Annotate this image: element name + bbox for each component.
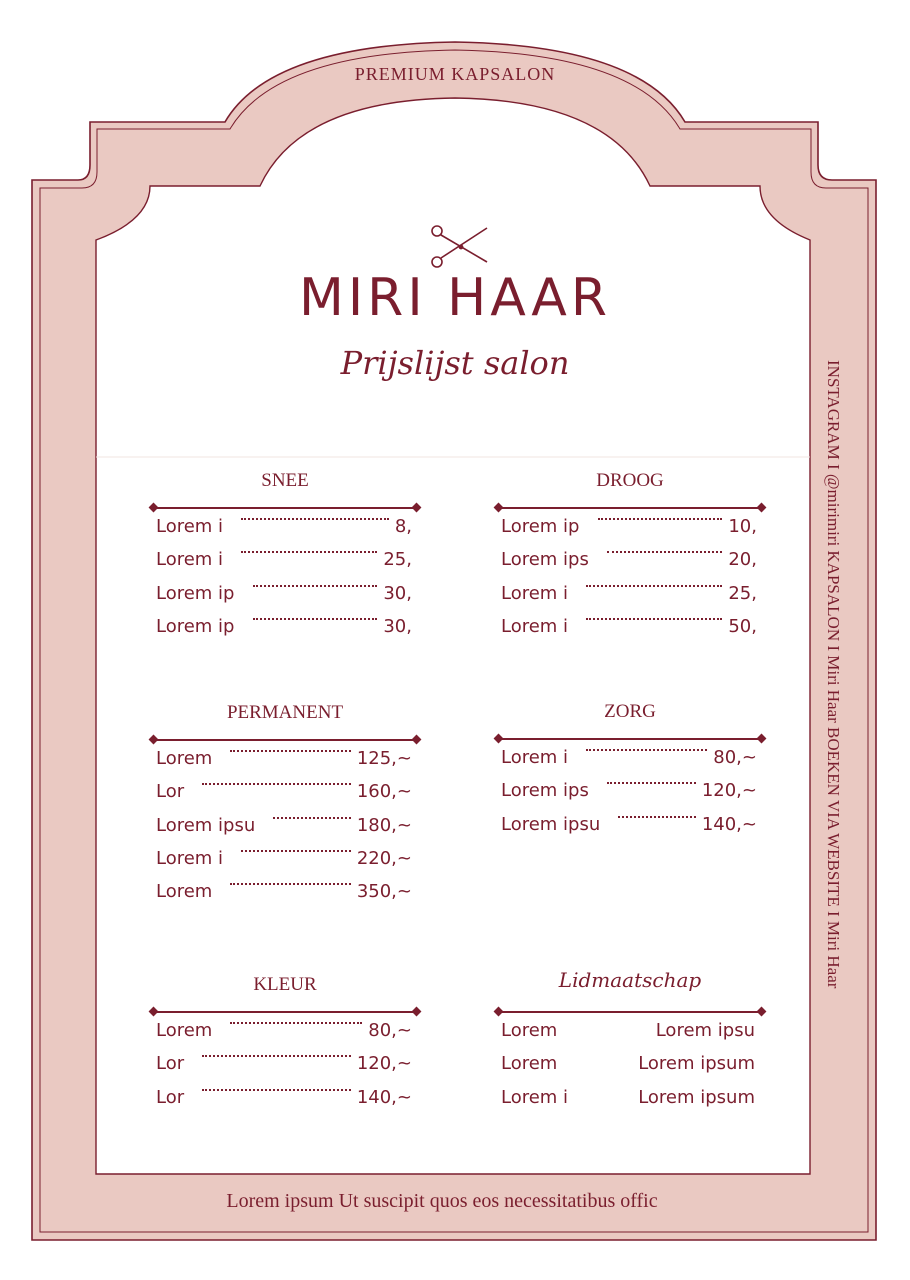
section-divider [497,500,763,516]
dot-leader [586,749,707,751]
item-price: 140,~ [701,813,757,835]
item-price: 20, [728,549,757,571]
item-name: Lorem i [156,516,224,537]
membership-row [497,1020,763,1053]
price-row [152,549,418,582]
section-divider [152,500,418,516]
item-name: Lorem ip [156,615,235,637]
item-name: Lorem ip [156,582,235,604]
section-divider [497,1004,763,1020]
price-row [497,780,763,813]
item-price: 140,~ [356,1086,412,1108]
dot-leader [241,551,377,553]
price-row [497,583,763,616]
dot-leader [607,782,696,784]
brand-name: MIRI HAAR [298,268,612,328]
dot-leader [598,518,723,520]
brand-subtitle: Prijslijst salon [340,344,570,382]
section-title: KLEUR [253,974,317,995]
price-row [497,549,763,582]
item-name: Lorem i [501,1086,569,1108]
dot-leader [607,551,722,553]
price-row [152,815,418,848]
dot-leader [618,816,696,818]
item-name: Lorem [156,881,213,903]
item-price: 80,~ [713,747,757,768]
price-row [152,881,418,914]
dot-leader [230,883,350,885]
price-row [152,1053,418,1086]
dot-leader [241,850,351,852]
section-permanent [152,700,418,914]
item-name: Lorem [501,1020,558,1041]
item-name: Lorem i [156,847,224,869]
price-row [152,616,418,649]
price-row [152,1020,418,1053]
item-price: 220,~ [356,847,412,869]
price-row [152,748,418,781]
item-value: Lorem ipsum [638,1053,755,1075]
dot-leader [253,585,378,587]
item-price: 80,~ [368,1020,412,1041]
item-value: Lorem ipsu [655,1020,755,1041]
item-value: Lorem ipsum [638,1086,755,1108]
section-droog [497,468,763,649]
dot-leader [586,585,722,587]
item-price: 125,~ [356,748,412,769]
dot-leader [202,1055,351,1057]
dot-leader [273,817,351,819]
item-name: Lorem ip [501,516,580,537]
item-name: Lorem [156,748,213,769]
section-divider [497,731,763,747]
item-name: Lorem i [501,582,569,604]
section-title: SNEE [261,470,309,491]
item-name: Lorem [156,1020,213,1041]
section-title: PERMANENT [226,702,344,723]
item-name: Lor [156,1053,185,1075]
dot-leader [230,750,350,752]
price-row [497,516,763,549]
dot-leader [202,1089,351,1091]
section-divider [152,732,418,748]
item-name: Lor [156,1086,185,1108]
dot-leader [241,518,389,520]
item-name: Lor [156,781,185,803]
section-title: DROOG [596,470,664,491]
item-price: 8, [394,516,412,537]
section-snee [152,468,418,649]
membership-row [497,1053,763,1086]
item-price: 120,~ [701,780,757,802]
price-row [152,583,418,616]
price-row [152,781,418,814]
price-row [152,1087,418,1120]
section-divider [152,1004,418,1020]
item-price: 30, [383,582,412,604]
item-name: Lorem ips [501,780,589,802]
item-name: Lorem i [156,549,224,571]
membership-row [497,1087,763,1120]
arch-label: PREMIUM KAPSALON [354,64,556,84]
item-price: 25, [383,549,412,571]
footer-text: Lorem ipsum Ut suscipit quos eos necessitatibus offic [226,1190,658,1212]
price-row [497,814,763,847]
section-title: Lidmaatschap [558,968,702,992]
dot-leader [230,1022,362,1024]
dot-leader [253,618,378,620]
item-name: Lorem ipsu [156,814,256,836]
side-info-text: INSTAGRAM I @mirimiri KAPSALON I Miri Haar BOEKEN VIA WEBSITE I Miri Haar [824,360,843,989]
section-lidmaatschap [497,962,763,1120]
price-row [152,516,418,549]
section-title: ZORG [604,701,656,722]
dot-leader [202,783,351,785]
section-kleur [152,972,418,1120]
section-zorg [497,699,763,847]
item-price: 25, [728,582,757,604]
item-name: Lorem i [501,615,569,637]
dot-leader [586,618,722,620]
price-row [152,848,418,881]
item-price: 160,~ [356,781,412,803]
item-name: Lorem ipsu [501,813,601,835]
item-name: Lorem i [501,747,569,768]
item-price: 10, [728,516,757,537]
item-price: 120,~ [356,1053,412,1075]
price-row [497,747,763,780]
item-name: Lorem [501,1053,558,1075]
price-row [497,616,763,649]
item-name: Lorem ips [501,549,589,571]
item-price: 180,~ [356,814,412,836]
item-price: 50, [728,615,757,637]
item-price: 350,~ [356,881,412,903]
item-price: 30, [383,615,412,637]
